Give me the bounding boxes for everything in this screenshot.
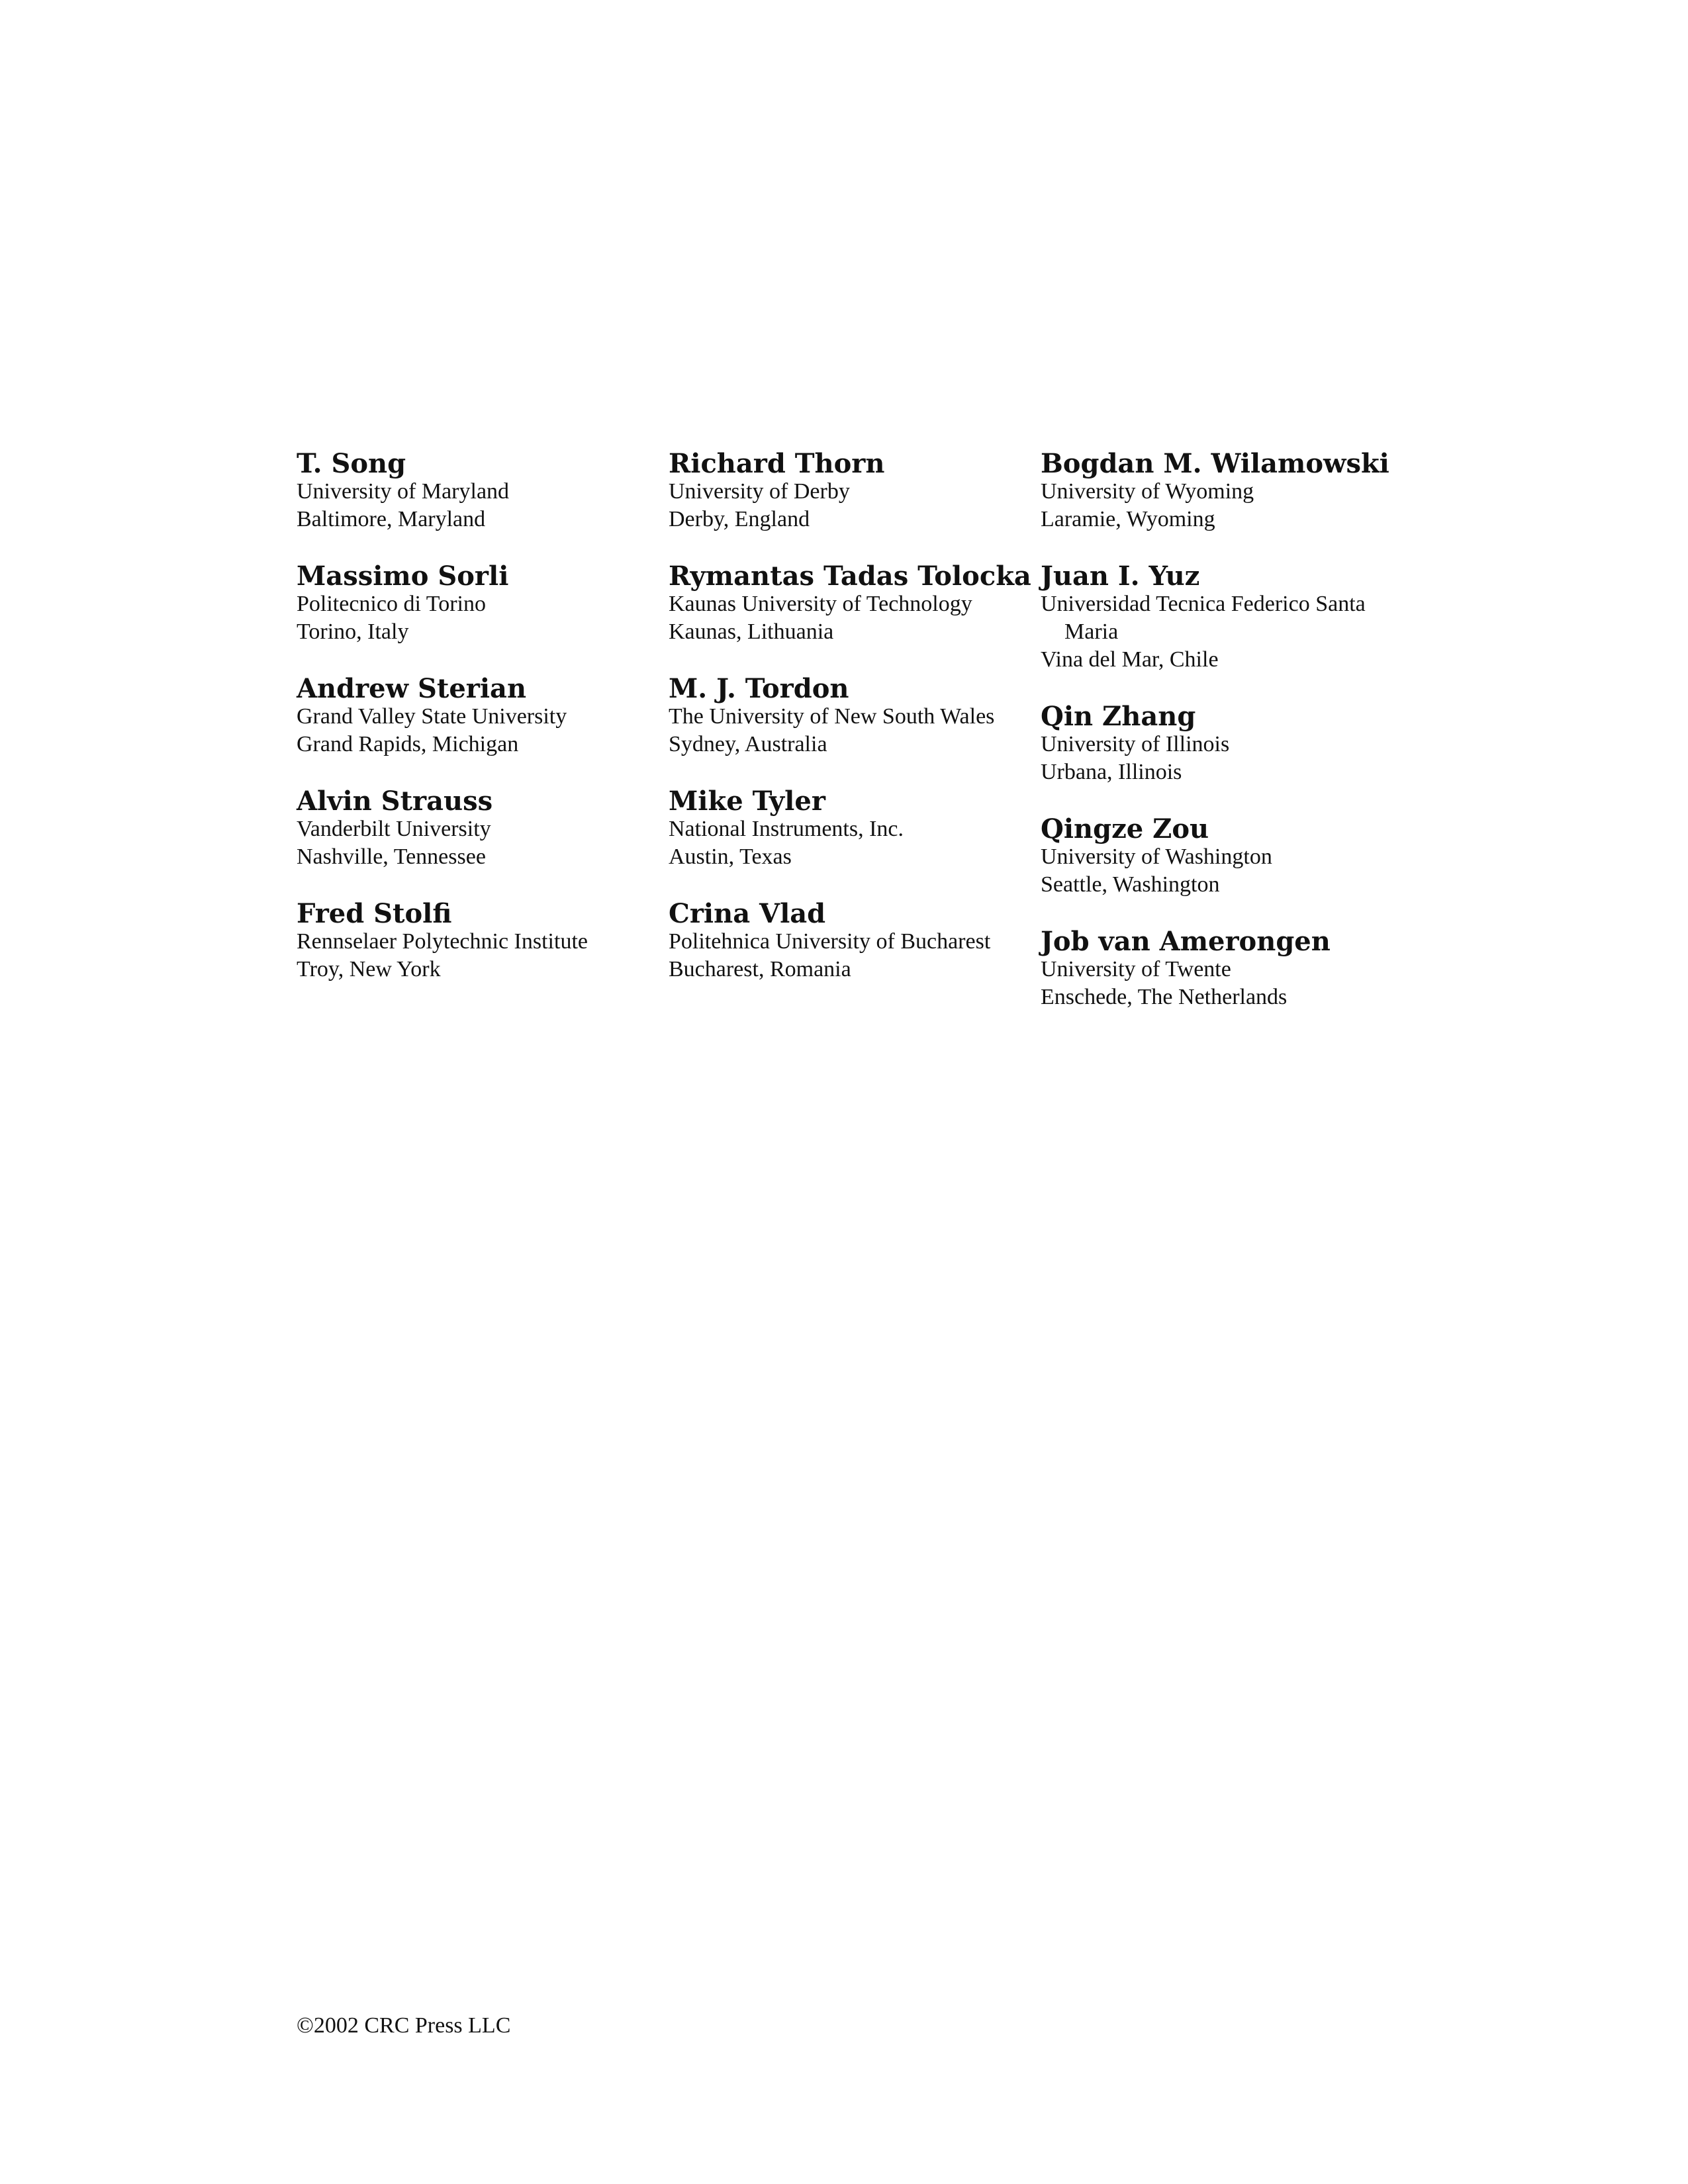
- contributor-affiliation: Grand Valley State University: [297, 704, 567, 729]
- contributor-name: Andrew Sterian: [297, 673, 527, 704]
- contributor-name: Mike Tyler: [669, 786, 825, 817]
- contributor-entry: [669, 675, 1026, 758]
- contributor-name: M. J. Tordon: [669, 673, 849, 704]
- contributor-name: Bogdan M. Wilamowski: [1041, 448, 1389, 479]
- contributor-entry: [1041, 815, 1398, 899]
- contributor-list: [297, 450, 1422, 1032]
- contributor-entry: [669, 900, 1026, 983]
- contributor-location: Austin, Texas: [669, 844, 792, 869]
- contributor-entry: [297, 563, 654, 646]
- contributor-location: Nashville, Tennessee: [297, 844, 486, 869]
- contributor-location: Bucharest, Romania: [669, 957, 851, 981]
- contributor-affiliation: University of Maryland: [297, 479, 510, 504]
- contributor-name: Juan I. Yuz: [1041, 561, 1200, 592]
- contributor-name: Rymantas Tadas Tolocka: [669, 561, 1031, 592]
- contributor-entry: [669, 788, 1026, 871]
- contributor-name: T. Song: [297, 448, 406, 479]
- contributor-entry: [1041, 450, 1398, 533]
- contributor-name: Qingze Zou: [1041, 813, 1209, 844]
- contributor-location: Seattle, Washington: [1041, 872, 1220, 897]
- contributor-affiliation: University of Wyoming: [1041, 479, 1254, 504]
- contributor-name: Fred Stolfi: [297, 898, 452, 929]
- contributor-location: Baltimore, Maryland: [297, 507, 486, 531]
- contributor-entry: [669, 450, 1026, 533]
- contributor-location: Grand Rapids, Michigan: [297, 732, 519, 756]
- contributor-affiliation: University of Washington: [1041, 844, 1272, 869]
- contributor-affiliation: Kaunas University of Technology: [669, 592, 972, 616]
- contributor-entry: [297, 900, 654, 983]
- contributor-affiliation: Universidad Tecnica Federico Santa: [1041, 592, 1366, 616]
- contributor-affiliation: University of Illinois: [1041, 732, 1230, 756]
- contributor-location: Laramie, Wyoming: [1041, 507, 1215, 531]
- contributor-entry: [297, 675, 654, 758]
- contributor-name: Richard Thorn: [669, 448, 885, 479]
- contributor-affiliation: University of Derby: [669, 479, 850, 504]
- contributor-column-2: [669, 448, 1031, 1013]
- contributor-affiliation-continued: Maria: [1064, 619, 1119, 644]
- contributor-location: Sydney, Australia: [669, 732, 827, 756]
- contributor-entry: [1041, 928, 1398, 1011]
- contributor-name: Qin Zhang: [1041, 701, 1196, 732]
- contributor-location: Vina del Mar, Chile: [1041, 647, 1219, 672]
- contributor-entry: [297, 788, 654, 871]
- contributor-affiliation: Rennselaer Polytechnic Institute: [297, 929, 588, 954]
- contributor-affiliation: Politecnico di Torino: [297, 592, 486, 616]
- contributor-name: Massimo Sorli: [297, 561, 509, 592]
- contributor-location: Urbana, Illinois: [1041, 760, 1182, 784]
- contributor-entry: [669, 561, 1031, 646]
- contributor-name: Job van Amerongen: [1041, 926, 1331, 957]
- contributor-affiliation: Politehnica University of Bucharest: [669, 929, 991, 954]
- contributor-column-1: [297, 450, 654, 1013]
- contributor-location: Torino, Italy: [297, 619, 409, 644]
- contributor-location: Derby, England: [669, 507, 810, 531]
- contributor-name: Alvin Strauss: [297, 786, 493, 817]
- contributor-location: Troy, New York: [297, 957, 441, 981]
- copyright-notice: ©2002 CRC Press LLC: [297, 2013, 511, 2038]
- contributor-location: Enschede, The Netherlands: [1041, 985, 1288, 1009]
- contributor-affiliation: National Instruments, Inc.: [669, 817, 904, 841]
- contributor-affiliation: The University of New South Wales: [669, 704, 995, 729]
- contributor-entry: [1041, 703, 1398, 786]
- contributor-name: Crina Vlad: [669, 898, 826, 929]
- contributor-affiliation: University of Twente: [1041, 957, 1231, 981]
- contributor-entry: [1041, 563, 1398, 674]
- contributor-column-3: [1041, 450, 1398, 1040]
- contributor-entry: [297, 450, 654, 533]
- contributor-affiliation: Vanderbilt University: [297, 817, 491, 841]
- contributor-location: Kaunas, Lithuania: [669, 619, 834, 644]
